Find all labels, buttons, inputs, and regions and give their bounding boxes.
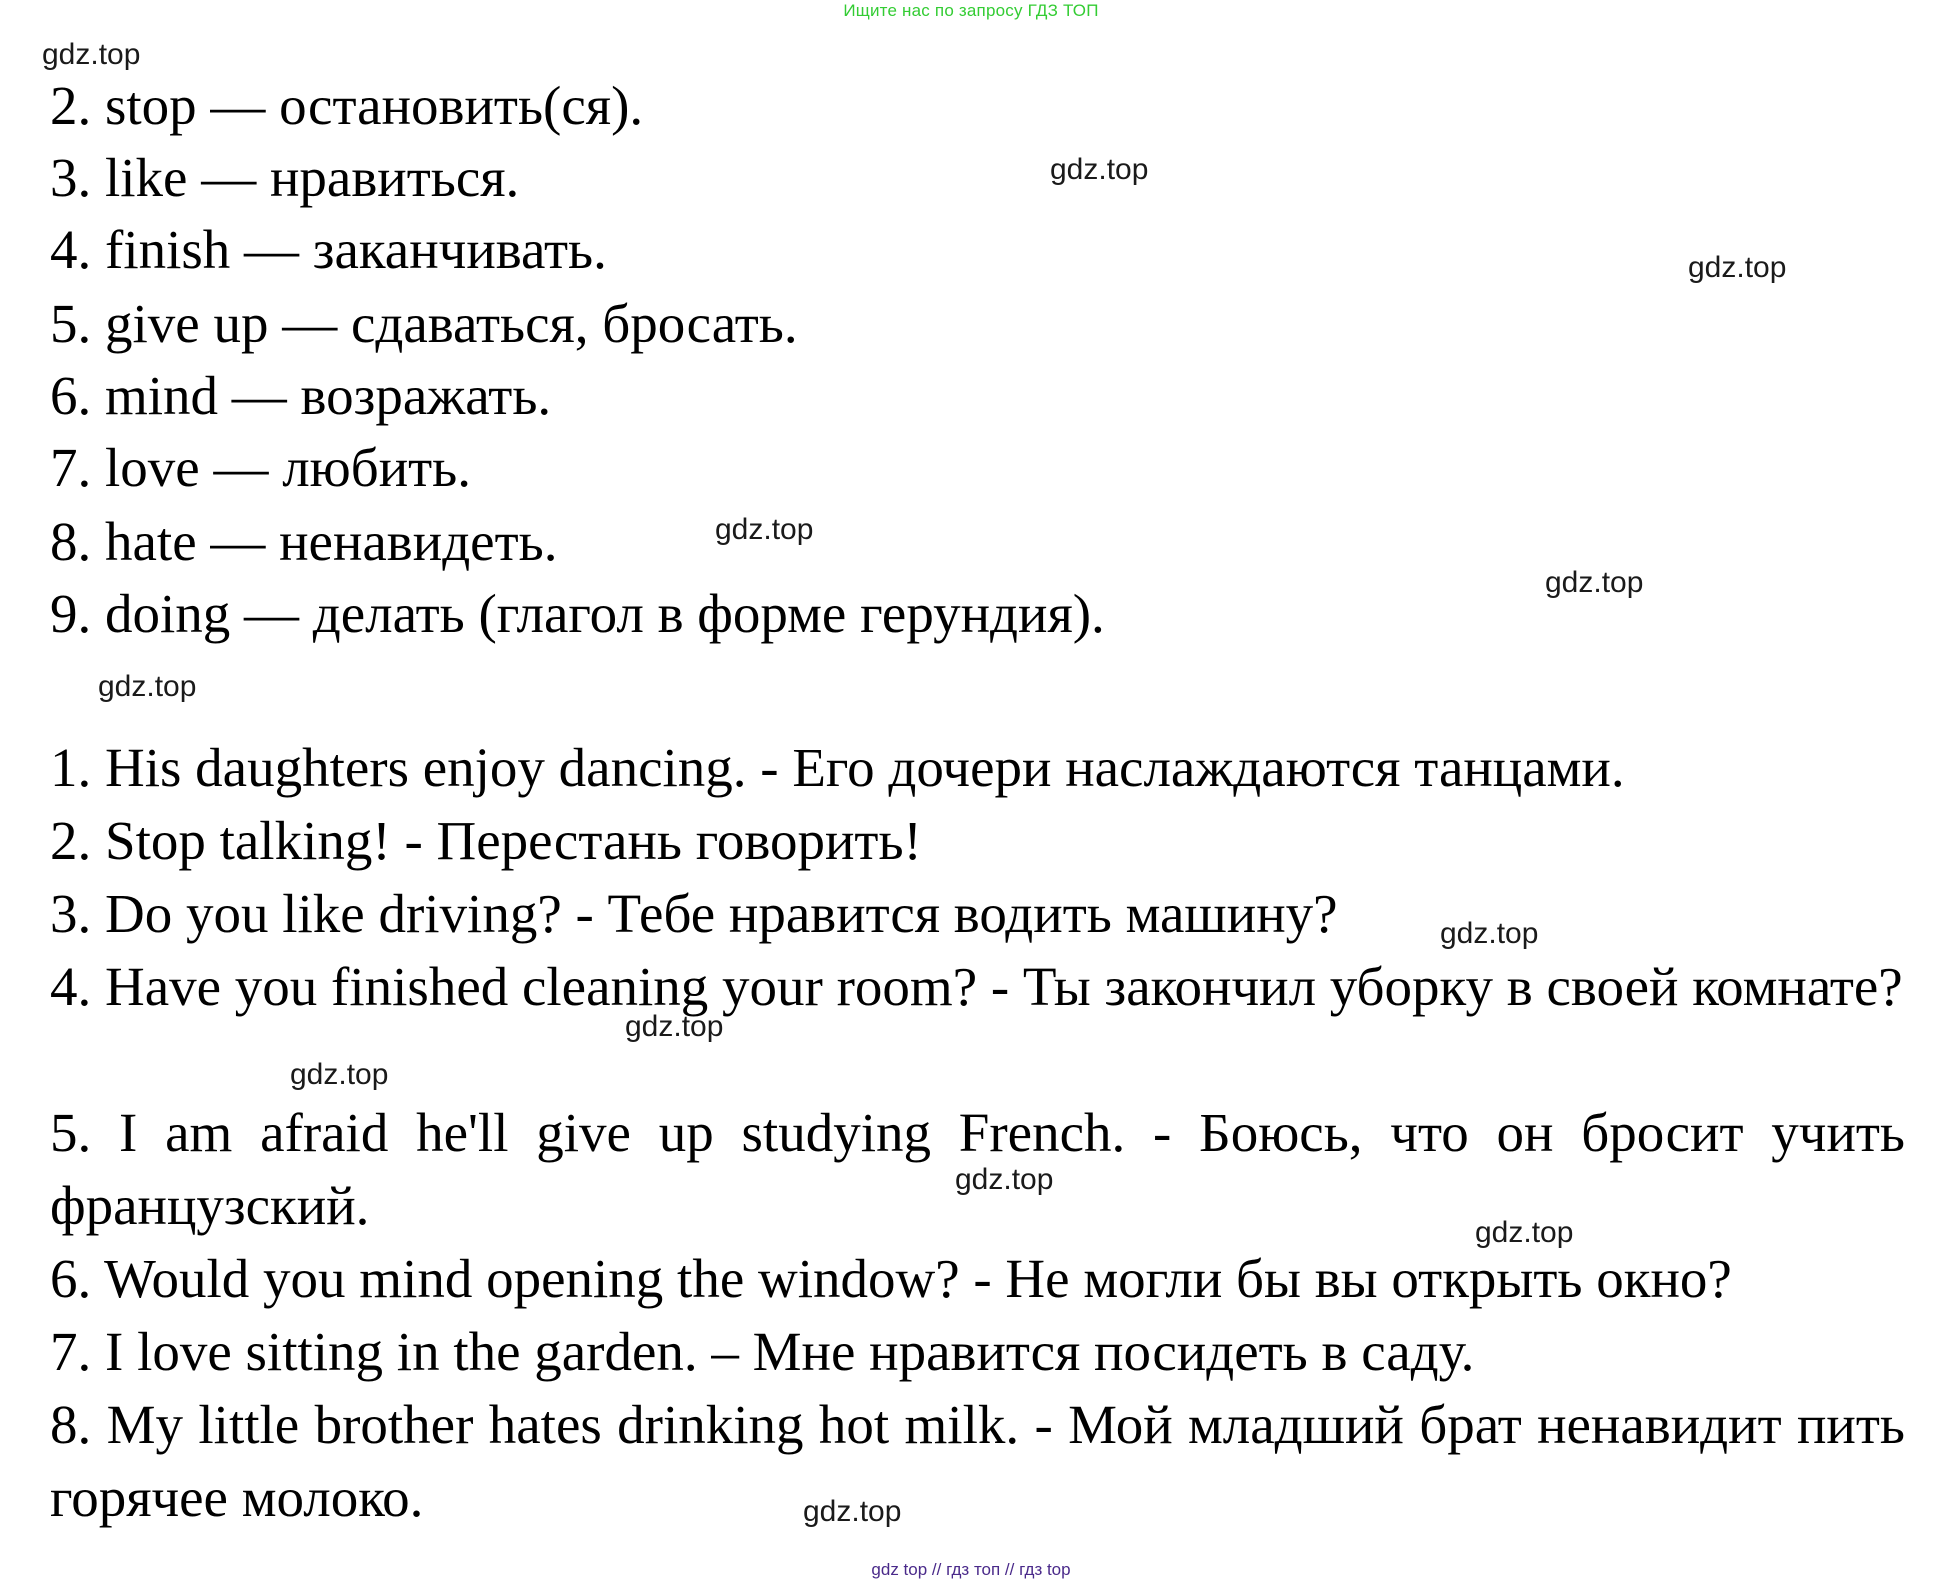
watermark: gdz.top [98,670,197,703]
word-line-4: 4. finish — заканчивать. [50,219,607,280]
word-line-2: 2. stop — остановить(ся). [50,75,644,136]
word-line-5: 5. give up — сдаваться, бросать. [50,293,798,354]
word-line-7: 7. love — любить. [50,437,472,498]
sentence-3: 3. Do you like driving? - Тебе нравится водить машину? [50,883,1338,944]
watermark: gdz.top [290,1058,389,1091]
watermark: gdz.top [1688,251,1787,284]
sentence-5: 5. I am afraid he'll give up studying French. - Боюсь, что он бросит учить французский. [50,1102,1905,1236]
sentence-6: 6. Would you mind opening the window? - Не могли бы вы открыть окно? [50,1248,1732,1309]
sentence-1: 1. His daughters enjoy dancing. - Его дочери наслаждаются танцами. [50,737,1625,798]
watermark: gdz.top [715,513,814,546]
top-banner: Ищите нас по запросу ГДЗ ТОП [843,1,1099,20]
watermark: gdz.top [1475,1216,1574,1249]
watermark: gdz.top [1545,566,1644,599]
watermark: gdz.top [1050,153,1149,186]
watermark: gdz.top [803,1495,902,1528]
watermark: gdz.top [955,1163,1054,1196]
sentence-8: 8. My little brother hates drinking hot milk. - Мой младший брат ненавидит пить горячее молоко. [50,1394,1905,1528]
word-line-3: 3. like — нравиться. [50,147,520,208]
watermark: gdz.top [625,1010,724,1043]
word-line-6: 6. mind — возражать. [50,365,552,426]
sentence-7: 7. I love sitting in the garden. – Мне нравится посидеть в саду. [50,1321,1475,1382]
footer-links: gdz top // гдз топ // гдз top [871,1560,1071,1579]
word-line-9: 9. doing — делать (глагол в форме герундия). [50,583,1105,644]
word-line-8: 8. hate — ненавидеть. [50,511,558,572]
sentence-4: 4. Have you finished cleaning your room? - Ты закончил уборку в своей комнате? [50,956,1903,1017]
watermark: gdz.top [42,38,141,71]
watermark: gdz.top [1440,917,1539,950]
sentence-2: 2. Stop talking! - Перестань говорить! [50,810,922,871]
